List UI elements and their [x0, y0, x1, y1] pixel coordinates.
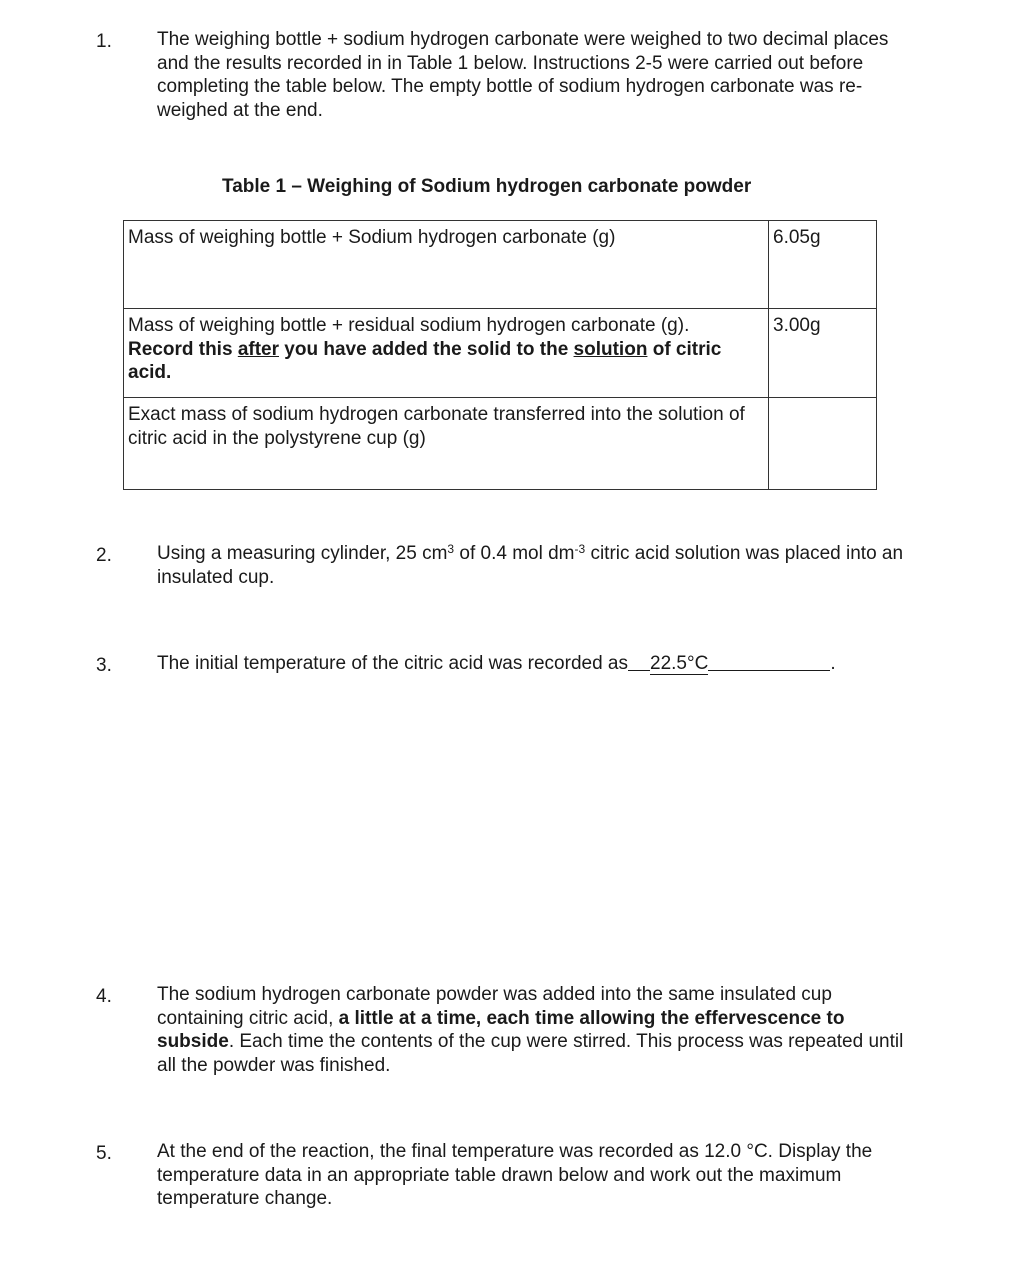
row2-label: Mass of weighing bottle + residual sodium hydrogen carbonate (g). — [128, 315, 690, 336]
item-4-part: The sodium hydrogen carbonate powder was added into the same insulated cup containing citric acid, — [157, 984, 832, 1029]
row2-note-solution: solution — [573, 338, 648, 360]
row2-note-part: you have added the solid to the — [279, 338, 574, 360]
row3-label: Exact mass of sodium hydrogen carbonate transferred into the solution of citric acid in the polystyrene cup (g) — [124, 398, 769, 490]
row2-note-after: after — [237, 338, 279, 360]
item-2-part: citric acid solution was placed into an insulated cup. — [157, 543, 904, 588]
item-1-number: 1. — [96, 31, 112, 52]
item-2-part: of 0.4 mol dm — [454, 543, 575, 564]
item-1-paragraph: The weighing bottle + sodium hydrogen carbonate were weighed to two decimal places and the results recorded in in Table 1 below. Instructions 2-5 were carried out before completing the table below. The empty bottle of sodium hydrogen carbonate was re-weighed at the end. — [157, 29, 889, 121]
item-2-paragraph — [157, 542, 907, 589]
row2-value[interactable]: 3.00g — [769, 309, 877, 398]
item-1-text — [157, 28, 917, 122]
table-1-caption: Table 1 – Weighing of Sodium hydrogen carbonate powder — [222, 176, 752, 197]
item-4-text — [157, 983, 917, 1077]
item-3-paragraph — [157, 652, 917, 676]
item-3-text — [157, 652, 917, 676]
item-5-text — [157, 1140, 917, 1211]
item-2-text — [157, 542, 907, 589]
row2-note-part: of citric acid. — [128, 338, 722, 383]
item-4-part: . Each time the contents of the cup were stirred. This process was repeated until all the powder was finished. — [157, 1031, 904, 1076]
table-row — [124, 398, 877, 490]
item-2-superscript: 3 — [447, 542, 455, 556]
weighing-table — [123, 220, 877, 490]
item-3-number: 3. — [96, 655, 112, 676]
item-4-number: 4. — [96, 986, 112, 1007]
item-3-end: . — [830, 653, 836, 674]
item-4-paragraph — [157, 983, 917, 1077]
row2-note-part: Record this — [128, 338, 238, 360]
row3-value[interactable] — [769, 398, 877, 490]
row1-value[interactable]: 6.05g — [769, 221, 877, 309]
item-2-number: 2. — [96, 545, 112, 566]
item-5-number: 5. — [96, 1143, 112, 1164]
table-row — [124, 221, 877, 309]
item-4-emphasis: a little at a time, each time allowing the effervescence to subside — [157, 1007, 845, 1052]
item-5-paragraph: At the end of the reaction, the final temperature was recorded as 12.0 °C. Display the temperature data in an appropriate table drawn below and work out the maximum temperature change. — [157, 1141, 873, 1209]
item-2-part: Using a measuring cylinder, 25 cm — [157, 543, 448, 564]
initial-temperature-value: 22.5°C — [650, 653, 709, 674]
row1-label: Mass of weighing bottle + Sodium hydrogen carbonate (g) — [124, 221, 769, 309]
row2-note — [128, 339, 721, 384]
table-row — [124, 309, 877, 398]
item-3-part: The initial temperature of the citric acid was recorded as — [157, 653, 628, 674]
answer-blank-line — [628, 653, 650, 671]
answer-blank-line — [708, 653, 830, 671]
row2-label-cell — [124, 309, 769, 398]
item-2-superscript: -3 — [574, 542, 586, 556]
